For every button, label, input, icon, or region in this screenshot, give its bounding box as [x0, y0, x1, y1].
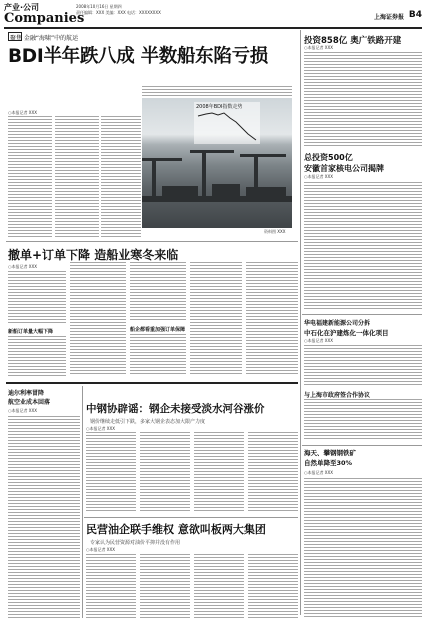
- left-bottom-byline: ○本报记者 XXX: [8, 408, 37, 413]
- bdi-trend-line: [194, 102, 260, 144]
- lead-photo-caption: 资料图 XXX: [264, 229, 286, 234]
- lead-kicker: [8, 32, 138, 41]
- story2-headline: 撤单+订单下降 造船业寒冬来临: [8, 248, 179, 262]
- lead-photo: [142, 98, 292, 228]
- right-top-byline-2: ○本报记者 XXX: [304, 174, 333, 179]
- right-top-subheadline-1: 总投资500亿: [304, 153, 353, 162]
- story2-column-5: [246, 262, 298, 376]
- section-english: Companies: [4, 11, 85, 26]
- story4-column-3: [194, 554, 244, 618]
- story4-deck: 专家认为民营资源对油价平抑并没有作用: [90, 540, 181, 546]
- lead-column-1: [8, 116, 52, 237]
- lower-section-rule: [6, 382, 298, 384]
- paper-name: 上海证券报: [373, 14, 404, 21]
- story3-column-3: [194, 432, 244, 512]
- right-low-headline-1: 海天、攀钢钢铁矿: [304, 449, 356, 457]
- lead-column-3: [101, 116, 141, 237]
- story3-column-4: [248, 432, 298, 512]
- right-mid-headline-1: 华电福建新能源公司分拆: [304, 320, 371, 327]
- story2-column-4: [190, 262, 242, 376]
- story2-column-1b: [8, 336, 66, 376]
- masthead-rule: [4, 27, 422, 29]
- story2-byline: ○本报记者 XXX: [8, 264, 37, 269]
- right-top-byline: ○本报记者 XXX: [304, 45, 333, 50]
- lead-byline: ○本报记者 XXX: [8, 110, 37, 115]
- story4-headline: 民营油企联手维权 意欲叫板两大集团: [86, 523, 266, 536]
- editor-line: 责任编辑：XXX 美编：XXX 电话：XXXXXXXX: [76, 10, 161, 15]
- right-top-text-2: [304, 182, 422, 310]
- right-top-text: [304, 52, 422, 148]
- lead-column-2: [55, 116, 99, 237]
- right-top-subheadline-2: 安徽首家核电公司揭牌: [304, 164, 384, 173]
- story4-column-2: [140, 554, 190, 618]
- lead-kicker-text: 聚焦 金融“海啸”中的航运: [10, 35, 79, 42]
- right-mid-text: [304, 345, 422, 387]
- right-mid-subheadline: 与上海市政府签合作协议: [304, 392, 371, 399]
- story3-column-1: [86, 432, 136, 512]
- lead-headline: BDI半年跌八成 半数船东陷亏损: [8, 46, 268, 67]
- right-mid-rule: [302, 314, 422, 315]
- story2-column-1: [8, 271, 66, 325]
- right-top-headline: 投资858亿 奥广铁路开建: [304, 36, 402, 46]
- right-mid-headline-2: 中石化在沪建炼化一体化项目: [304, 329, 389, 337]
- right-low-text: [304, 478, 422, 618]
- story2-column-3b: [130, 334, 186, 376]
- story4-column-1: [86, 554, 136, 618]
- right-low-rule: [302, 445, 422, 446]
- story3-headline: 中钢协辟谣：钢企未接受淡水河谷涨价: [86, 403, 265, 415]
- story4-byline: ○本报记者 XXX: [86, 547, 115, 552]
- story2-column-2: [70, 262, 126, 376]
- left-bottom-title-1: 迪尔利率冒降: [8, 390, 45, 397]
- right-mid-byline: ○本报记者 XXX: [304, 338, 333, 343]
- story3-deck: 钢价继续走低引下跌，多家大钢企表态加大限产力度: [90, 419, 206, 425]
- story3-byline: ○本报记者 XXX: [86, 426, 115, 431]
- story4-column-4: [248, 554, 298, 618]
- page-number: B4: [408, 10, 422, 20]
- lead-column-4: [142, 86, 292, 96]
- chart-title: 2008年BDI指数走势: [196, 104, 243, 110]
- right-column-divider: [300, 30, 301, 615]
- story2-top-rule: [6, 241, 298, 242]
- date-line: 2008年10月16日 星期四: [76, 4, 122, 9]
- section-name: 产业·公司: [4, 3, 40, 12]
- left-bottom-title-2: 航空业成本回落: [8, 399, 51, 406]
- right-low-byline: ○本报记者 XXX: [304, 470, 333, 475]
- left-bottom-divider: [82, 386, 83, 618]
- bdi-series-line: [198, 113, 256, 140]
- right-low-headline-2: 自然单降至30%: [304, 459, 353, 467]
- story2-subhead-left: 新船订单量大幅下降: [8, 329, 54, 335]
- story2-subhead-mid: 船企都看重加强订单保障: [130, 327, 186, 333]
- story2-column-3: [130, 262, 186, 322]
- left-bottom-text: [8, 416, 80, 618]
- story4-top-rule: [84, 517, 298, 518]
- chart-inset: [194, 102, 260, 144]
- right-mid-text-2: [304, 399, 422, 441]
- story3-column-2: [140, 432, 190, 512]
